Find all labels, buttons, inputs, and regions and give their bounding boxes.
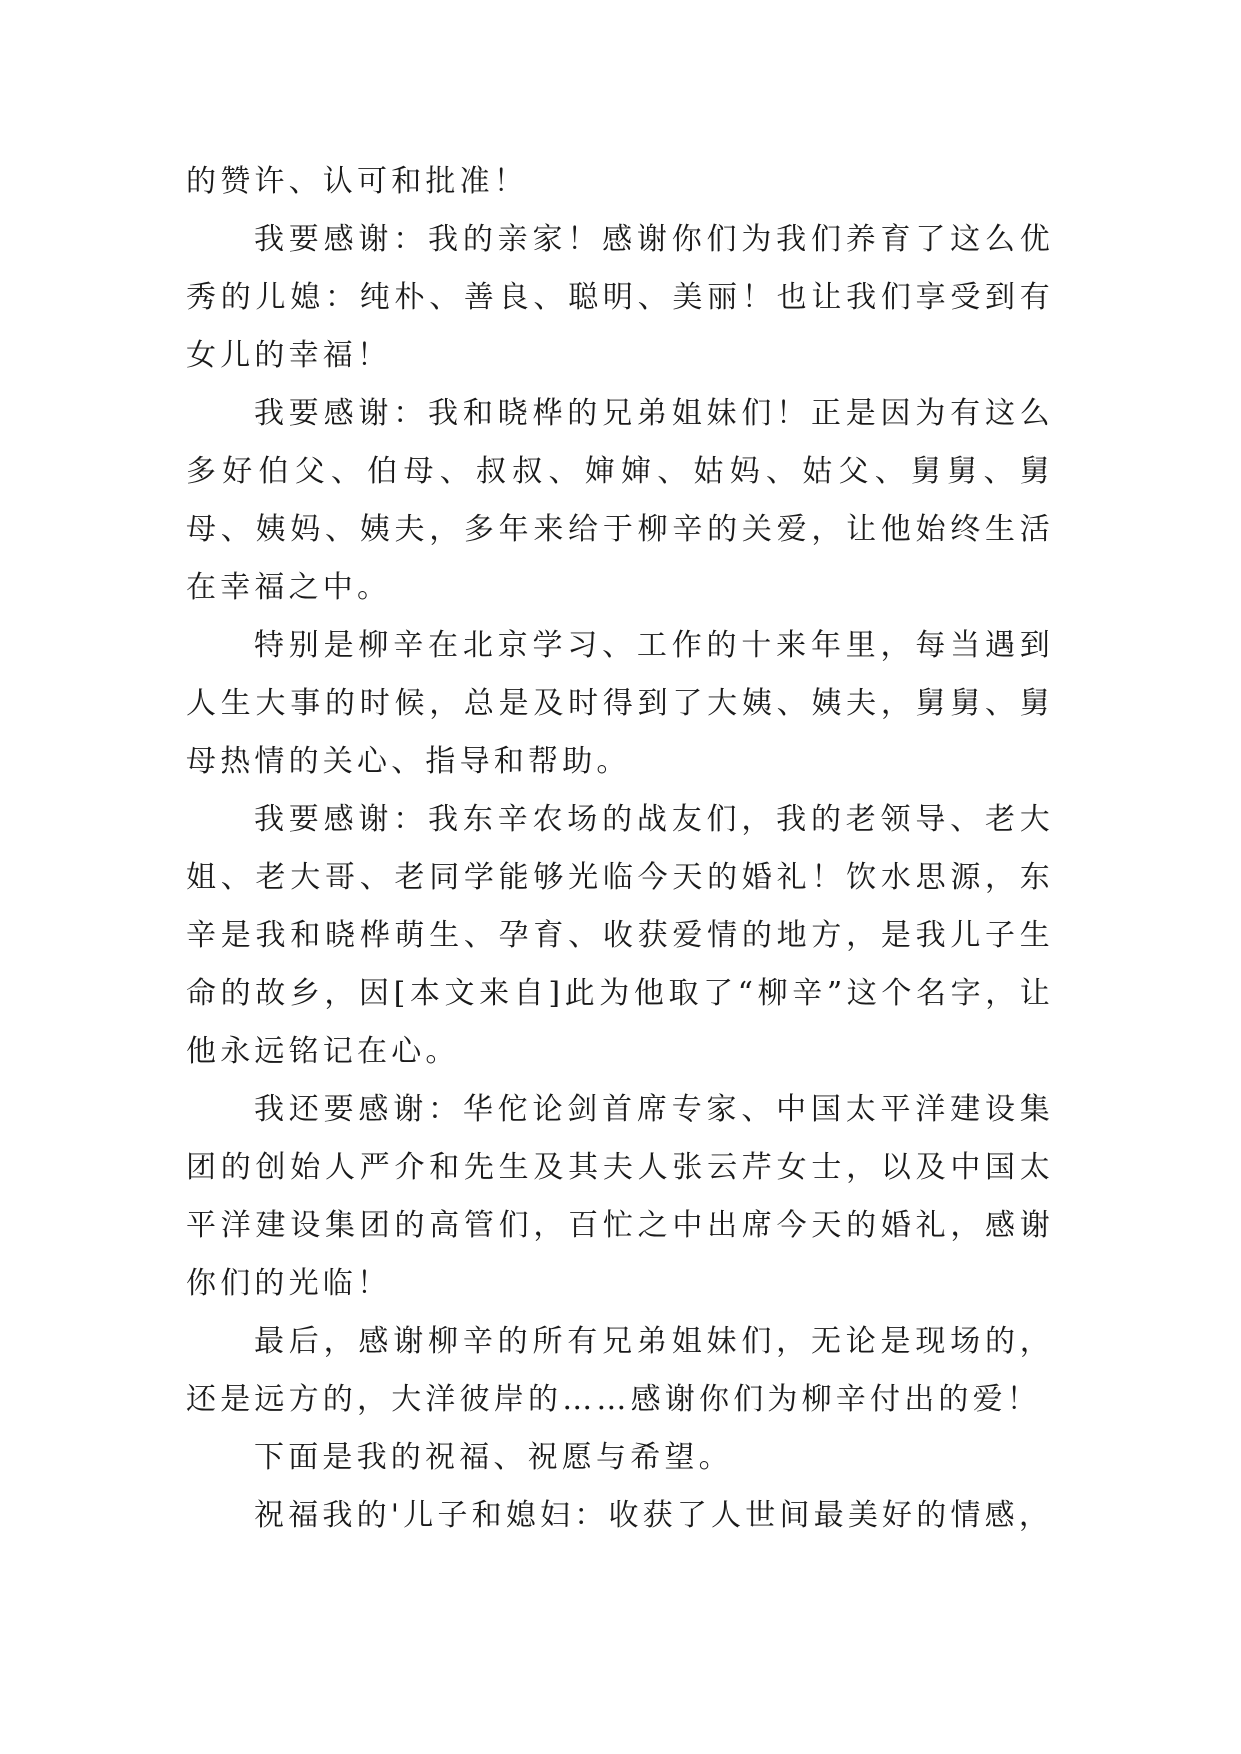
paragraph-7: 最后，感谢柳辛的所有兄弟姐妹们，无论是现场的，还是远方的，大洋彼岸的……感谢你们为柳辛付出的爱！ (186, 1324, 1054, 1417)
paragraph-5: 我要感谢：我东辛农场的战友们，我的老领导、老大姐、老大哥、老同学能够光临今天的婚礼！饮水思源，东辛是我和晓桦萌生、孕育、收获爱情的地方，是我儿子生命的故乡，因[本文来自]此为他取了“柳辛”这个名字，让他永远铭记在心。 (186, 802, 1054, 1069)
paragraph-9: 祝福我的'儿子和媳妇：收获了人世间最美好的情感， (254, 1498, 1054, 1533)
paragraph-4: 特别是柳辛在北京学习、工作的十来年里，每当遇到人生大事的时候，总是及时得到了大姨、姨夫，舅舅、舅母热情的关心、指导和帮助。 (186, 628, 1054, 779)
paragraph-2: 我要感谢：我的亲家！感谢你们为我们养育了这么优秀的儿媳：纯朴、善良、聪明、美丽！也让我们享受到有女儿的幸福！ (186, 222, 1054, 373)
document-body (186, 153, 1054, 1545)
paragraph-8: 下面是我的祝福、祝愿与希望。 (254, 1440, 733, 1475)
paragraph-6: 我还要感谢：华佗论剑首席专家、中国太平洋建设集团的创始人严介和先生及其夫人张云芹女士，以及中国太平洋建设集团的高管们，百忙之中出席今天的婚礼，感谢你们的光临！ (186, 1092, 1054, 1301)
paragraph-1: 的赞许、认可和批准！ (186, 164, 528, 199)
paragraph-3: 我要感谢：我和晓桦的兄弟姐妹们！正是因为有这么多好伯父、伯母、叔叔、婶婶、姑妈、姑父、舅舅、舅母、姨妈、姨夫，多年来给于柳辛的关爱，让他始终生活在幸福之中。 (186, 396, 1054, 605)
